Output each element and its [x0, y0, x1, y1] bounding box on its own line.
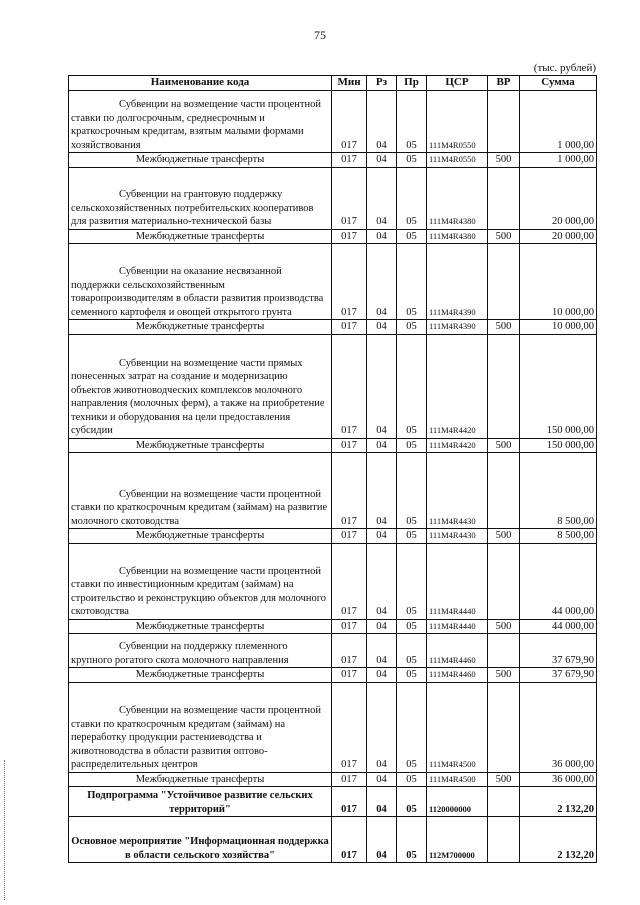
- cell-sum: 20 000,00: [520, 167, 597, 229]
- cell-pr: 05: [397, 438, 427, 453]
- cell-csr: 1120000000: [427, 787, 488, 817]
- cell-sum: 2 132,20: [520, 787, 597, 817]
- cell-pr: 05: [397, 543, 427, 619]
- header-csr: ЦСР: [427, 76, 488, 91]
- cell-sum: 150 000,00: [520, 334, 597, 438]
- cell-vr: 500: [488, 772, 520, 787]
- cell-vr: [488, 543, 520, 619]
- cell-pr: 05: [397, 787, 427, 817]
- cell-sum: 37 679,90: [520, 634, 597, 668]
- cell-pr: 05: [397, 244, 427, 320]
- cell-min: 017: [332, 453, 367, 529]
- table-row: [69, 320, 597, 335]
- cell-sum: 20 000,00: [520, 229, 597, 244]
- cell-sum: 44 000,00: [520, 619, 597, 634]
- cell-csr: 111M4R4460: [427, 634, 488, 668]
- cell-name: Субвенции на оказание несвязанной поддержки сельскохозяйственным товаропроизводителям в области развития производства семенного картофеля и овощей открытого грунта: [69, 244, 332, 320]
- cell-vr: 500: [488, 668, 520, 683]
- cell-rz: 04: [367, 167, 397, 229]
- cell-pr: 05: [397, 334, 427, 438]
- cell-name: Межбюджетные трансферты: [69, 438, 332, 453]
- cell-rz: 04: [367, 529, 397, 544]
- cell-name: Субвенции на возмещение части прямых понесенных затрат на создание и модернизацию объектов животноводческих комплексов молочного направления (молочных ферм), а также на приобретение техники и оборудования на цели предоставления субсидии: [69, 334, 332, 438]
- cell-min: 017: [332, 229, 367, 244]
- cell-name: Субвенции на возмещение части процентной ставки по краткосрочным кредитам (займам) на переработку продукции растениеводства и животноводства в области развития оптово-распределительных центров: [69, 682, 332, 772]
- cell-vr: 500: [488, 320, 520, 335]
- cell-rz: 04: [367, 91, 397, 153]
- cell-name: Субвенции на грантовую поддержку сельскохозяйственных потребительских кооперативов для развития материально-технической базы: [69, 167, 332, 229]
- cell-sum: 150 000,00: [520, 438, 597, 453]
- cell-csr: 111M4R4500: [427, 772, 488, 787]
- cell-min: 017: [332, 334, 367, 438]
- cell-rz: 04: [367, 453, 397, 529]
- cell-csr: 111M4R4460: [427, 668, 488, 683]
- cell-csr: 111M4R4430: [427, 453, 488, 529]
- cell-rz: 04: [367, 772, 397, 787]
- cell-pr: 05: [397, 619, 427, 634]
- table-row: [69, 668, 597, 683]
- cell-sum: 2 132,20: [520, 817, 597, 863]
- table-row: [69, 619, 597, 634]
- cell-name: Межбюджетные трансферты: [69, 529, 332, 544]
- cell-csr: 111M4R4420: [427, 334, 488, 438]
- cell-vr: [488, 244, 520, 320]
- cell-rz: 04: [367, 244, 397, 320]
- cell-name: Межбюджетные трансферты: [69, 229, 332, 244]
- cell-pr: 05: [397, 229, 427, 244]
- cell-vr: 500: [488, 438, 520, 453]
- cell-name: Субвенции на поддержку племенного крупного рогатого скота молочного направления: [69, 634, 332, 668]
- cell-vr: [488, 817, 520, 863]
- cell-name: Межбюджетные трансферты: [69, 772, 332, 787]
- cell-sum: 10 000,00: [520, 320, 597, 335]
- cell-min: 017: [332, 438, 367, 453]
- table-row: [69, 682, 597, 772]
- table-row: [69, 167, 597, 229]
- table-row: [69, 244, 597, 320]
- table-header-row: [69, 76, 597, 91]
- cell-sum: 37 679,90: [520, 668, 597, 683]
- cell-name: Межбюджетные трансферты: [69, 153, 332, 168]
- header-min: Мин: [332, 76, 367, 91]
- cell-min: 017: [332, 817, 367, 863]
- cell-name: Межбюджетные трансферты: [69, 668, 332, 683]
- cell-name: Субвенции на возмещение части процентной ставки по краткосрочным кредитам (займам) на развитие молочного скотоводства: [69, 453, 332, 529]
- cell-vr: [488, 167, 520, 229]
- cell-pr: 05: [397, 320, 427, 335]
- cell-min: 017: [332, 244, 367, 320]
- cell-vr: 500: [488, 229, 520, 244]
- cell-min: 017: [332, 529, 367, 544]
- cell-sum: 8 500,00: [520, 453, 597, 529]
- cell-min: 017: [332, 787, 367, 817]
- cell-rz: 04: [367, 682, 397, 772]
- cell-vr: [488, 787, 520, 817]
- cell-vr: [488, 453, 520, 529]
- table-row: [69, 438, 597, 453]
- cell-sum: 44 000,00: [520, 543, 597, 619]
- header-rz: Рз: [367, 76, 397, 91]
- cell-pr: 05: [397, 682, 427, 772]
- cell-rz: 04: [367, 787, 397, 817]
- table-row: [69, 772, 597, 787]
- table-row: [69, 91, 597, 153]
- table-row: [69, 787, 597, 817]
- cell-min: 017: [332, 682, 367, 772]
- cell-rz: 04: [367, 668, 397, 683]
- cell-sum: 1 000,00: [520, 153, 597, 168]
- cell-min: 017: [332, 153, 367, 168]
- cell-rz: 04: [367, 438, 397, 453]
- table-row: [69, 529, 597, 544]
- cell-csr: 111M4R4430: [427, 529, 488, 544]
- cell-min: 017: [332, 320, 367, 335]
- cell-rz: 04: [367, 817, 397, 863]
- table-row: [69, 153, 597, 168]
- cell-csr: 111M4R4500: [427, 682, 488, 772]
- cell-rz: 04: [367, 543, 397, 619]
- cell-min: 017: [332, 167, 367, 229]
- cell-rz: 04: [367, 153, 397, 168]
- table-row: [69, 453, 597, 529]
- cell-csr: 111M4R0550: [427, 91, 488, 153]
- cell-csr: 111M4R4420: [427, 438, 488, 453]
- cell-rz: 04: [367, 634, 397, 668]
- cell-vr: 500: [488, 619, 520, 634]
- cell-vr: 500: [488, 153, 520, 168]
- header-pr: Пр: [397, 76, 427, 91]
- cell-csr: 112M700000: [427, 817, 488, 863]
- cell-sum: 8 500,00: [520, 529, 597, 544]
- budget-table: [68, 75, 597, 863]
- cell-csr: 111M4R0550: [427, 153, 488, 168]
- cell-min: 017: [332, 634, 367, 668]
- header-vr: ВР: [488, 76, 520, 91]
- header-name: Наименование кода: [69, 76, 332, 91]
- cell-rz: 04: [367, 229, 397, 244]
- header-sum: Сумма: [520, 76, 597, 91]
- cell-name: Субвенции на возмещение части процентной ставки по долгосрочным, среднесрочным и краткосрочным кредитам, взятым малыми формами хозяйствования: [69, 91, 332, 153]
- table-row: [69, 543, 597, 619]
- cell-csr: 111M4R4440: [427, 543, 488, 619]
- cell-pr: 05: [397, 153, 427, 168]
- cell-pr: 05: [397, 529, 427, 544]
- cell-vr: [488, 634, 520, 668]
- cell-name: Субвенции на возмещение части процентной ставки по инвестиционным кредитам (займам) на строительство и реконструкцию объектов для молочного скотоводства: [69, 543, 332, 619]
- table-row: [69, 817, 597, 863]
- cell-vr: 500: [488, 529, 520, 544]
- cell-pr: 05: [397, 167, 427, 229]
- cell-name: Подпрограмма "Устойчивое развитие сельских территорий": [69, 787, 332, 817]
- cell-min: 017: [332, 668, 367, 683]
- cell-min: 017: [332, 772, 367, 787]
- cell-pr: 05: [397, 772, 427, 787]
- cell-csr: 111M4R4380: [427, 167, 488, 229]
- cell-pr: 05: [397, 453, 427, 529]
- cell-pr: 05: [397, 91, 427, 153]
- page-number: 75: [314, 28, 326, 42]
- table-row: [69, 334, 597, 438]
- cell-vr: [488, 334, 520, 438]
- cell-min: 017: [332, 91, 367, 153]
- cell-vr: [488, 682, 520, 772]
- cell-sum: 36 000,00: [520, 682, 597, 772]
- cell-csr: 111M4R4390: [427, 320, 488, 335]
- cell-name: Основное мероприятие "Информационная поддержка в области сельского хозяйства": [69, 817, 332, 863]
- cell-pr: 05: [397, 817, 427, 863]
- cell-rz: 04: [367, 334, 397, 438]
- table-row: [69, 634, 597, 668]
- cell-pr: 05: [397, 668, 427, 683]
- cell-csr: 111M4R4380: [427, 229, 488, 244]
- cell-sum: 1 000,00: [520, 91, 597, 153]
- cell-min: 017: [332, 619, 367, 634]
- cell-vr: [488, 91, 520, 153]
- cell-sum: 10 000,00: [520, 244, 597, 320]
- cell-name: Межбюджетные трансферты: [69, 619, 332, 634]
- cell-sum: 36 000,00: [520, 772, 597, 787]
- cell-rz: 04: [367, 320, 397, 335]
- cell-pr: 05: [397, 634, 427, 668]
- cell-csr: 111M4R4390: [427, 244, 488, 320]
- scan-edge-marks: [4, 760, 7, 900]
- cell-min: 017: [332, 543, 367, 619]
- table-row: [69, 229, 597, 244]
- cell-name: Межбюджетные трансферты: [69, 320, 332, 335]
- units-label: (тыс. рублей): [533, 62, 596, 74]
- cell-rz: 04: [367, 619, 397, 634]
- cell-csr: 111M4R4440: [427, 619, 488, 634]
